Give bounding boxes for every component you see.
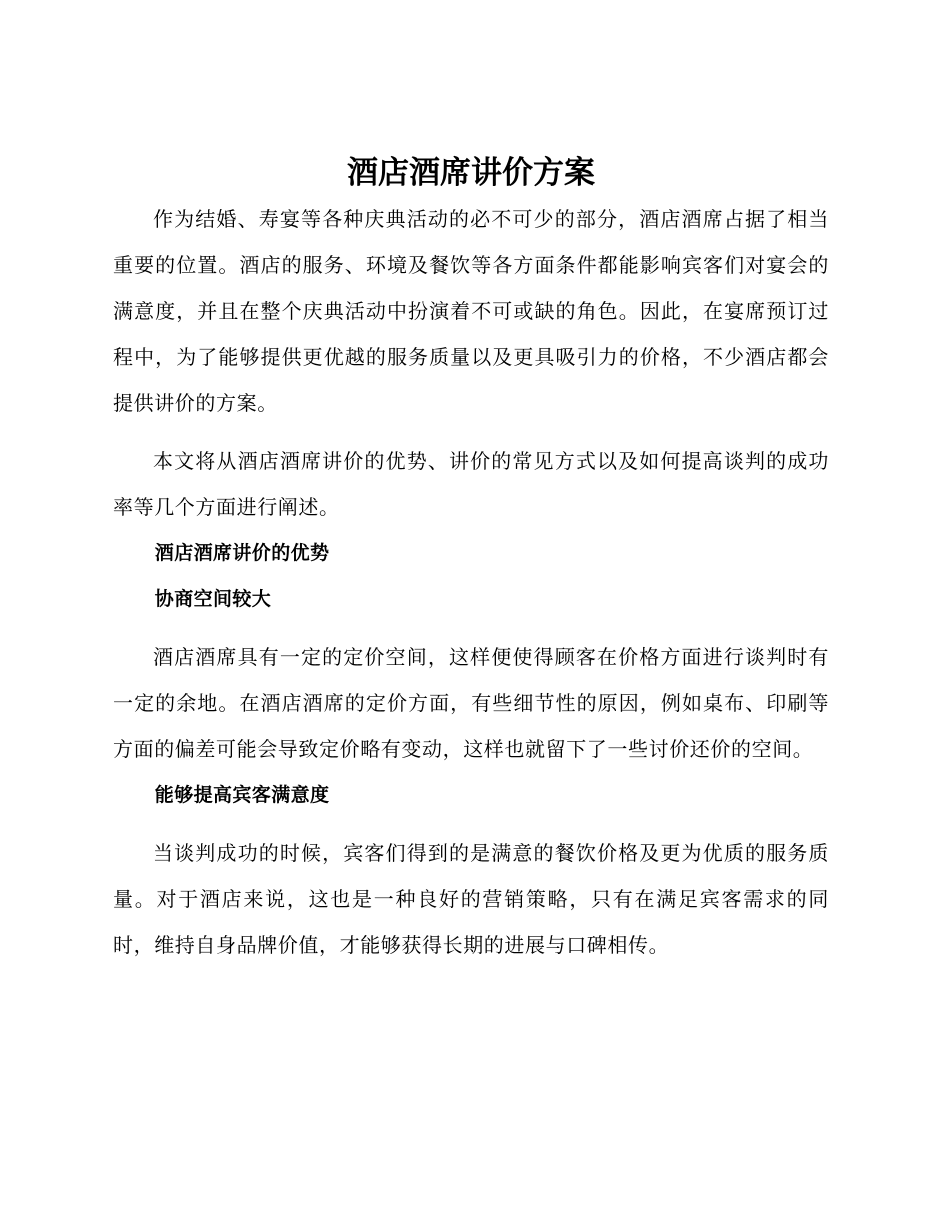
subsection-heading-negotiation-space: 协商空间较大 [154, 588, 272, 610]
section-heading-advantages: 酒店酒席讲价的优势 [154, 542, 330, 564]
intro-paragraph-2: 本文将从酒店酒席讲价的优势、讲价的常见方式以及如何提高谈判的成功率等几个方面进行阐述。 [113, 449, 829, 519]
subsection-heading-guest-satisfaction: 能够提高宾客满意度 [154, 784, 330, 806]
subsection-body-negotiation-space: 酒店酒席具有一定的定价空间，这样便使得顾客在价格方面进行谈判时有一定的余地。在酒店酒席的定价方面，有些细节性的原因，例如桌布、印刷等方面的偏差可能会导致定价略有变动，这样也就留下了一些讨价还价的空间。 [113, 645, 829, 761]
document-title: 酒店酒席讲价方案 [347, 155, 595, 191]
subsection-body-guest-satisfaction: 当谈判成功的时候，宾客们得到的是满意的餐饮价格及更为优质的服务质量。对于酒店来说，这也是一种良好的营销策略，只有在满足宾客需求的同时，维持自身品牌价值，才能够获得长期的进展与口碑相传。 [113, 841, 829, 957]
intro-paragraph-1: 作为结婚、寿宴等各种庆典活动的必不可少的部分，酒店酒席占据了相当重要的位置。酒店的服务、环境及餐饮等各方面条件都能影响宾客们对宴会的满意度，并且在整个庆典活动中扮演着不可或缺的角色。因此，在宴席预订过程中，为了能够提供更优越的服务质量以及更具吸引力的价格，不少酒店都会提供讲价的方案。 [113, 207, 829, 415]
document-page [113, 150, 829, 968]
